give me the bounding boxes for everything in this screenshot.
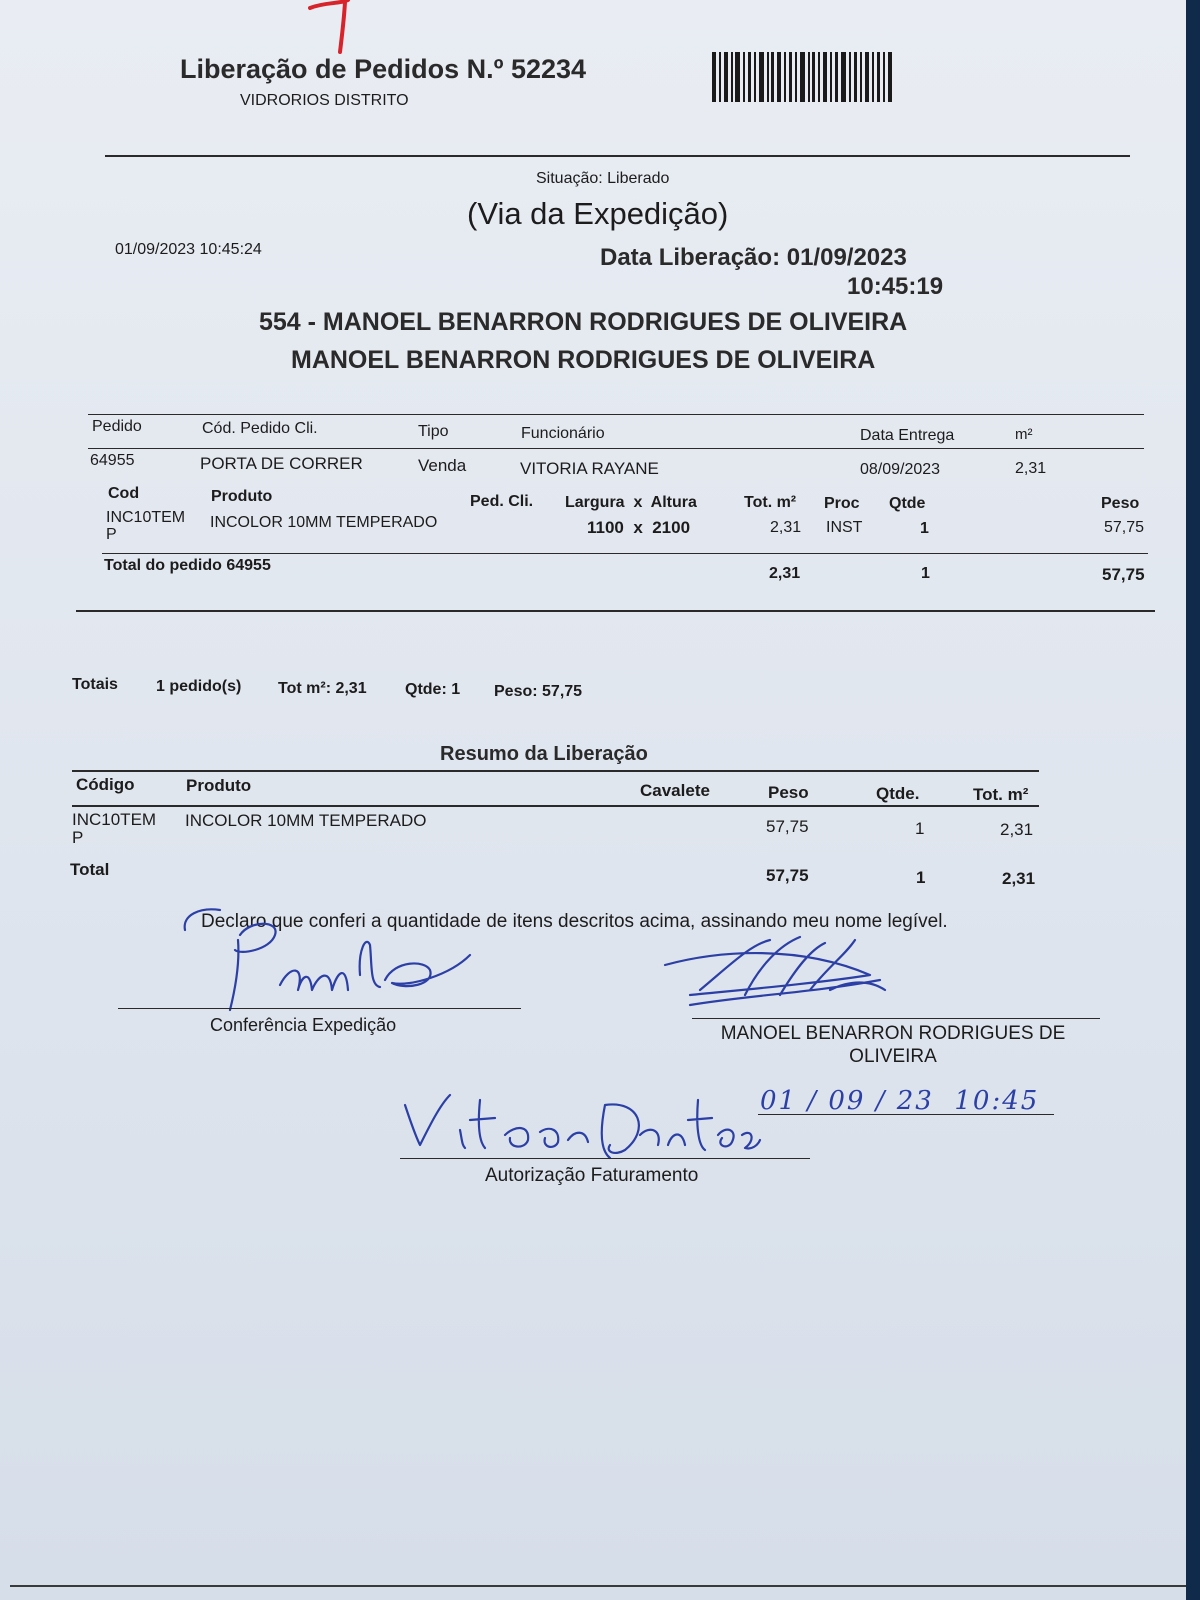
summary-title: Resumo da Liberação <box>440 743 648 765</box>
situation-text: Situação: Liberado <box>536 170 670 187</box>
item-proc: INST <box>826 519 863 536</box>
autorizacao-signature-line <box>400 1158 810 1159</box>
summary-header-rule <box>72 805 1039 807</box>
order-header-pedido: Pedido <box>92 418 142 435</box>
item-header-largura-altura: Largura x Altura <box>565 494 697 511</box>
signature-conferencia <box>180 905 500 1015</box>
header-divider <box>105 155 1130 157</box>
summary-header-cavalete: Cavalete <box>640 781 710 800</box>
totals-peso: Peso: 57,75 <box>494 683 583 700</box>
item-header-tot-m2: Tot. m² <box>744 494 797 511</box>
order-total-qtde: 1 <box>921 565 930 582</box>
order-data-entrega: 08/09/2023 <box>860 461 941 478</box>
order-pedido: 64955 <box>90 452 135 469</box>
declaration-text: Declaro que conferi a quantidade de itens descritos acima, assinando meu nome legível. <box>201 911 948 932</box>
item-cod-line2: P <box>106 526 117 543</box>
company-name: VIDRORIOS DISTRITO <box>240 92 409 109</box>
client-name-line2: MANOEL BENARRON RODRIGUES DE OLIVEIRA <box>291 346 876 374</box>
item-header-cod: Cod <box>108 485 140 502</box>
copy-label: (Via da Expedição) <box>467 196 729 231</box>
order-total-rule <box>102 553 1148 554</box>
summary-codigo-line1: INC10TEM <box>72 810 157 829</box>
summary-total-qtde: 1 <box>916 868 926 887</box>
order-top-rule <box>88 414 1144 415</box>
summary-header-codigo: Código <box>76 775 135 794</box>
totals-tot-m2: Tot m²: 2,31 <box>278 680 367 697</box>
item-tot-m2: 2,31 <box>770 519 802 536</box>
totals-label: Totais <box>72 676 118 693</box>
conferencia-signature-line <box>118 1008 521 1009</box>
item-header-ped-cli: Ped. Cli. <box>470 493 534 510</box>
item-header-peso: Peso <box>1101 495 1140 512</box>
summary-header-qtde: Qtde. <box>876 784 920 803</box>
summary-peso: 57,75 <box>766 817 809 836</box>
client-signature-line <box>692 1018 1100 1019</box>
handwritten-date: 01 / 09 / 23 10:45 <box>760 1086 1040 1116</box>
page-edge-shadow <box>1186 0 1200 1600</box>
order-funcionario: VITORIA RAYANE <box>520 459 659 478</box>
summary-header-tot-m2: Tot. m² <box>973 785 1029 804</box>
document-title: Liberação de Pedidos N.º 52234 <box>180 54 587 84</box>
conferencia-label: Conferência Expedição <box>210 1015 397 1035</box>
signature-autorizacao <box>400 1090 760 1165</box>
footer-rule <box>10 1585 1186 1587</box>
summary-tot-m2: 2,31 <box>1000 820 1034 839</box>
signature-client <box>660 935 900 1025</box>
order-header-cod-cli: Cód. Pedido Cli. <box>202 420 318 437</box>
print-datetime: 01/09/2023 10:45:24 <box>115 241 262 258</box>
client-label-line2: OLIVEIRA <box>849 1046 937 1067</box>
order-header-tipo: Tipo <box>418 423 449 440</box>
order-header-rule <box>88 448 1144 449</box>
totals-pedidos: 1 pedido(s) <box>156 678 242 695</box>
item-header-proc: Proc <box>824 495 860 512</box>
item-header-produto: Produto <box>211 488 273 505</box>
order-total-label: Total do pedido 64955 <box>104 557 271 574</box>
client-name-line1: 554 - MANOEL BENARRON RODRIGUES DE OLIVEIRA <box>259 308 908 336</box>
order-header-funcionario: Funcionário <box>521 425 605 442</box>
order-header-data-entrega: Data Entrega <box>860 427 955 444</box>
summary-header-peso: Peso <box>768 783 809 802</box>
order-total-peso: 57,75 <box>1102 565 1145 584</box>
order-cod-cli: PORTA DE CORRER <box>200 454 363 473</box>
client-label-line1: MANOEL BENARRON RODRIGUES DE <box>720 1023 1066 1044</box>
autorizacao-label: Autorização Faturamento <box>485 1165 699 1186</box>
summary-qtde: 1 <box>915 819 925 838</box>
item-qtde: 1 <box>920 520 929 537</box>
summary-total-peso: 57,75 <box>766 866 809 885</box>
summary-top-rule <box>72 770 1039 772</box>
summary-header-produto: Produto <box>186 776 252 795</box>
order-m2: 2,31 <box>1015 460 1047 477</box>
item-largura-altura: 1100 x 2100 <box>587 518 691 537</box>
summary-total-tot-m2: 2,31 <box>1002 869 1036 888</box>
release-date: Data Liberação: 01/09/2023 <box>600 244 907 271</box>
item-cod-line1: INC10TEM <box>106 509 186 526</box>
handwritten-date-underline <box>758 1114 1054 1115</box>
order-bottom-rule <box>76 610 1155 612</box>
order-total-tot-m2: 2,31 <box>769 565 801 582</box>
red-pen-mark <box>300 0 380 60</box>
order-header-m2: m² <box>1015 426 1033 443</box>
totals-qtde: Qtde: 1 <box>405 681 461 698</box>
barcode-icon <box>712 52 894 102</box>
summary-total-label: Total <box>70 860 110 879</box>
summary-codigo-line2: P <box>72 828 84 847</box>
item-peso: 57,75 <box>1104 519 1145 536</box>
release-time: 10:45:19 <box>847 273 944 300</box>
item-header-qtde: Qtde <box>889 495 926 512</box>
order-tipo: Venda <box>418 456 467 475</box>
item-produto: INCOLOR 10MM TEMPERADO <box>210 514 438 531</box>
summary-produto: INCOLOR 10MM TEMPERADO <box>185 811 427 830</box>
